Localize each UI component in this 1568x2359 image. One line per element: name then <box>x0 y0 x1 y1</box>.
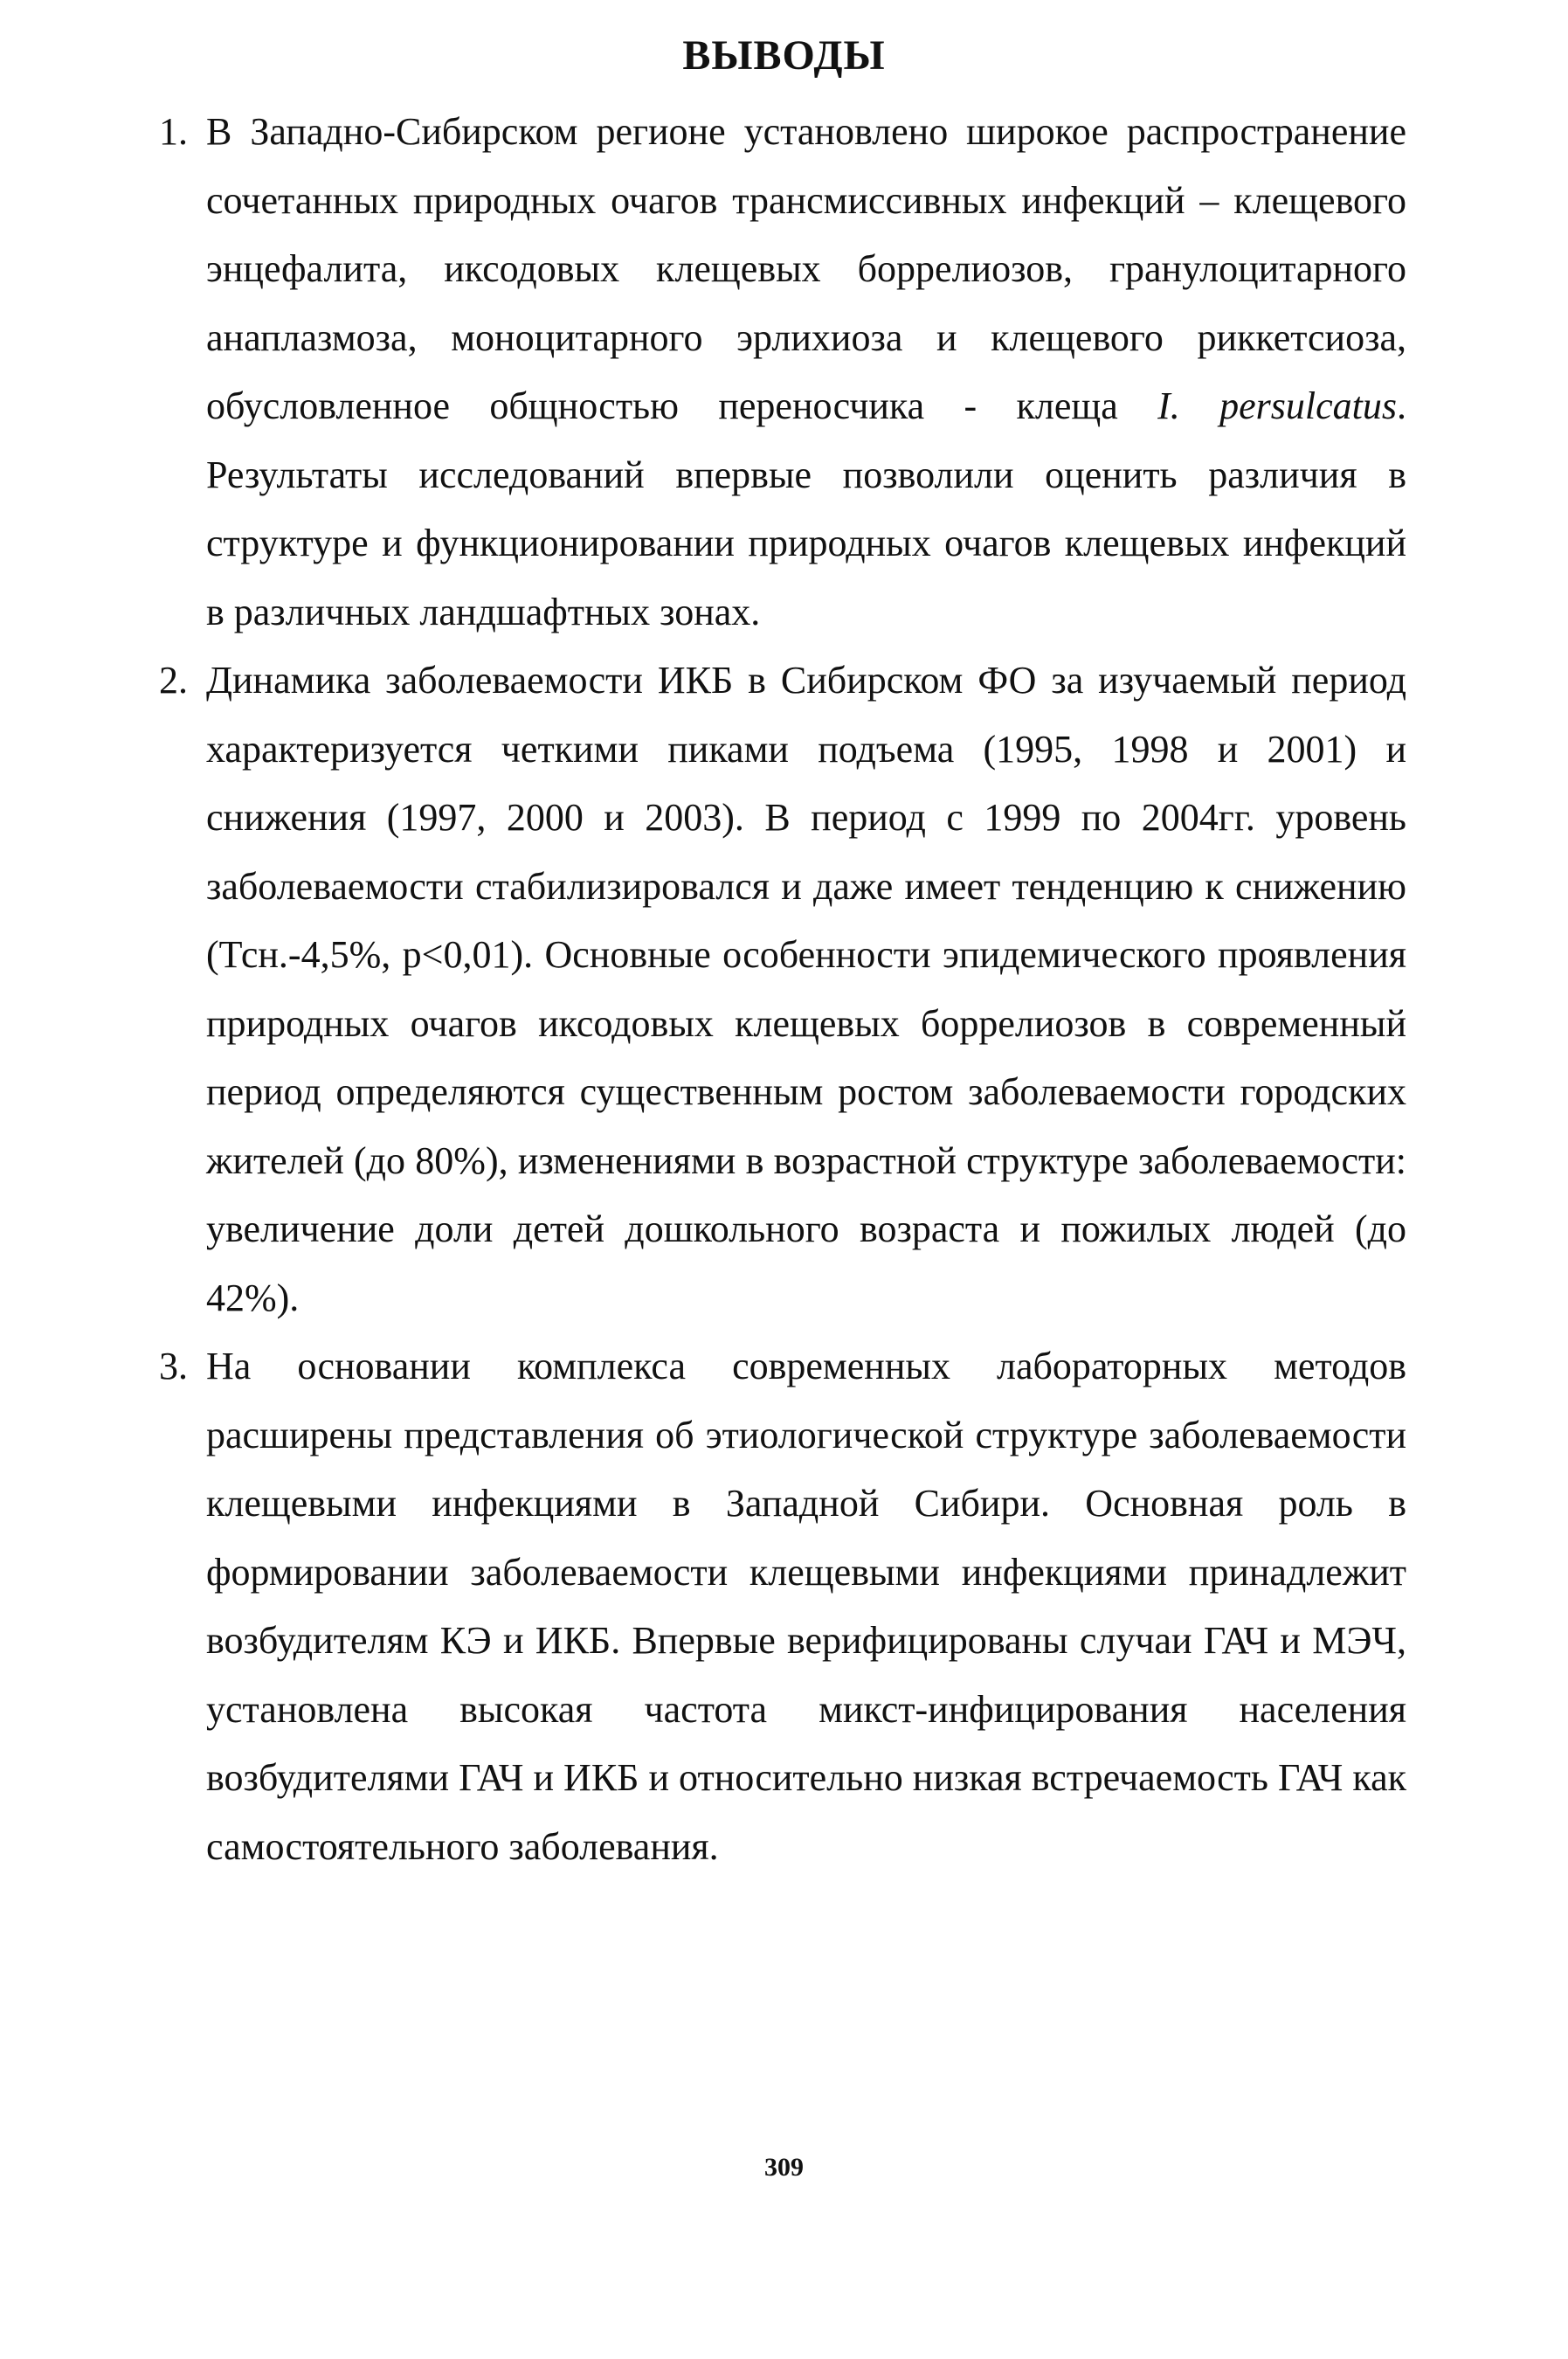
page-number: 309 <box>764 2153 804 2182</box>
conclusion-item-2 <box>159 647 1406 1332</box>
conclusion-number: 1. <box>159 110 188 153</box>
conclusions-list <box>159 98 1406 1881</box>
conclusion-text-part: . Результаты исследований впервые позволили оценить различия в структуре и функционировании природных очагов клещевых инфекций в различных ландшафтных зонах. <box>206 384 1407 633</box>
conclusion-number: 2. <box>159 659 188 702</box>
conclusion-text: На основании комплекса современных лабораторных методов расширены представления об этиологической структуре заболеваемости клещевыми инфекциями в Западной Сибири. Основная роль в формировании заболеваемости клещевыми инфекциями принадлежит возбудителям КЭ и ИКБ. Впервые верифицированы случаи ГАЧ и МЭЧ, установлена высокая частота микст-инфицирования населения возбудителями ГАЧ и ИКБ и относительно низкая встречаемость ГАЧ как самостоятельного заболевания. <box>206 1345 1406 1868</box>
conclusion-text: Динамика заболеваемости ИКБ в Сибирском ФО за изучаемый период характеризуется четкими пиками подъема (1995, 1998 и 2001) и снижения (1997, 2000 и 2003). В период с 1999 по 2004гг. уровень заболеваемости стабилизировался и даже имеет тенденцию к снижению (Тсн.-4,5%, р<0,01). Основные особенности эпидемического проявления природных очагов иксодовых клещевых боррелиозов в современный период определяются существенным ростом заболеваемости городских жителей (до 80%), изменениями в возрастной структуре заболеваемости: увеличение доли детей дошкольного возраста и пожилых людей (до 42%). <box>206 659 1406 1319</box>
conclusion-text-part: В Западно-Сибирском регионе установлено широкое распространение сочетанных природных очагов трансмиссивных инфекций – клещевого энцефалита, иксодовых клещевых боррелиозов, гранулоцитарного анаплазмоза, моноцитарного эрлихиоза и клещевого риккетсиоза, обусловленное общностью переносчика - клеща <box>206 110 1406 427</box>
page-title: ВЫВОДЫ <box>682 32 886 79</box>
conclusion-text <box>206 98 1406 647</box>
conclusion-item-3 <box>159 1332 1406 1881</box>
conclusion-number: 3. <box>159 1345 188 1387</box>
conclusion-item-1 <box>159 98 1406 647</box>
species-name: I. persulcatus <box>1157 384 1398 427</box>
